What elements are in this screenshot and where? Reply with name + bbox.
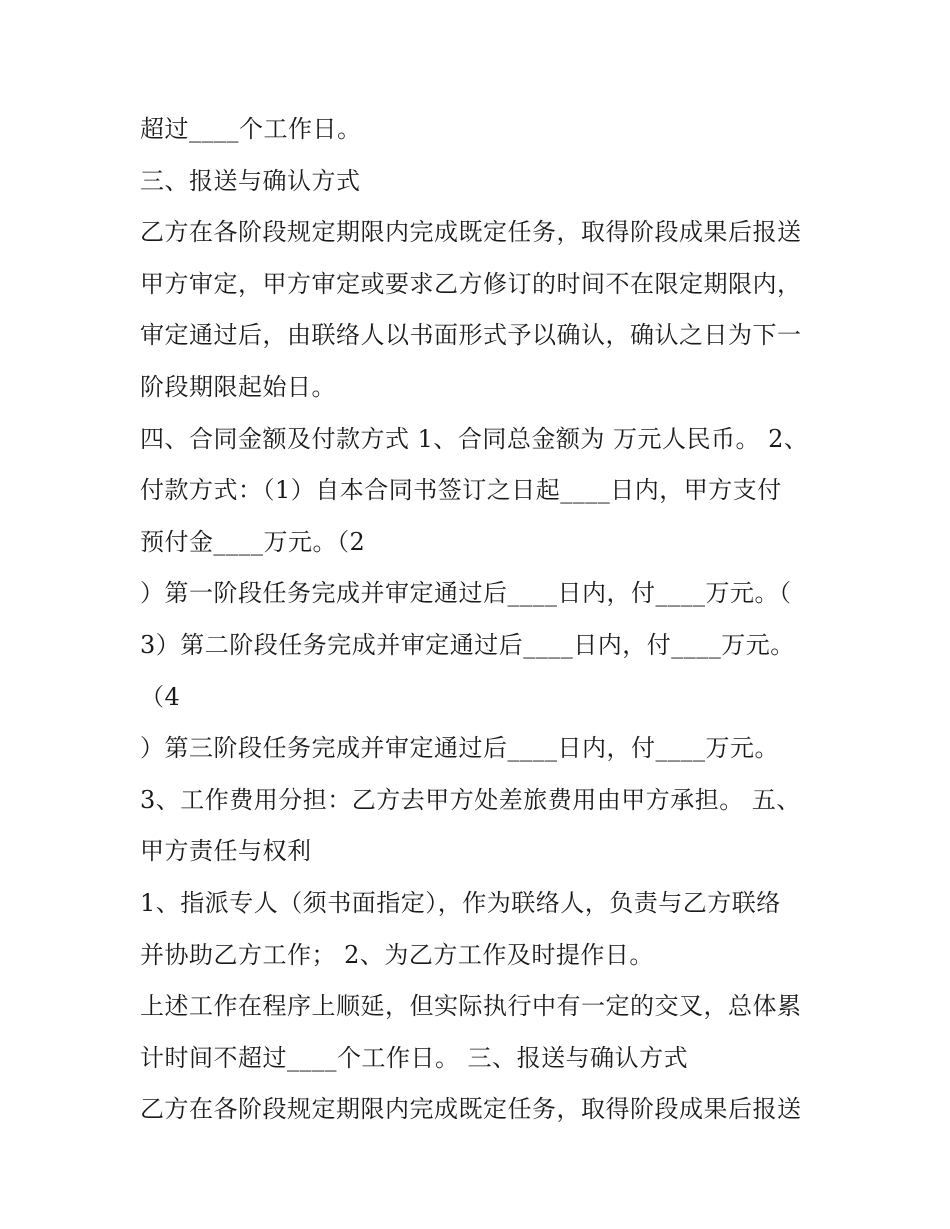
text-line: ）第三阶段任务完成并审定通过后____日内，付____万元。 [140,734,779,763]
text-line: ）第一阶段任务完成并审定通过后____日内，付____万元。（ [140,579,792,608]
text-line: 3、工作费用分担：乙方去甲方处差旅费用由甲方承担。 五、 [140,785,801,814]
text-line: 并协助乙方工作； 2、为乙方工作及时提作日。 [140,940,654,969]
text-line: （4 [140,682,181,711]
section-heading: 甲方责任与权利 [140,837,312,866]
text-line: 3）第二阶段任务完成并审定通过后____日内，付____万元。 [140,630,795,659]
text-line: 超过____个工作日。 [140,115,362,143]
text-line: 付款方式：（1）自本合同书签订之日起____日内，甲方支付 [140,476,782,505]
text-line: 阶段期限起始日。 [140,372,336,401]
text-line: 乙方在各阶段规定期限内完成既定任务，取得阶段成果后报送 [140,218,802,247]
text-line: 预付金____万元。（2 [140,527,366,556]
document-body [140,104,820,1136]
text-line: 乙方在各阶段规定期限内完成既定任务，取得阶段成果后报送 [140,1095,802,1124]
text-line: 四、合同金额及付款方式 1、合同总金额为 万元人民币。 2、 [140,424,809,453]
text-line: 计时间不超过____个工作日。 三、报送与确认方式 [140,1043,689,1072]
text-line: 甲方审定，甲方审定或要求乙方修订的时间不在限定期限内， [140,269,802,298]
section-heading: 三、报送与确认方式 [140,166,361,195]
text-line: 审定通过后，由联络人以书面形式予以确认，确认之日为下一 [140,321,802,350]
text-line: 1、指派专人（须书面指定），作为联络人，负责与乙方联络 [140,888,781,917]
text-line: 上述工作在程序上顺延，但实际执行中有一定的交叉，总体累 [140,992,802,1021]
